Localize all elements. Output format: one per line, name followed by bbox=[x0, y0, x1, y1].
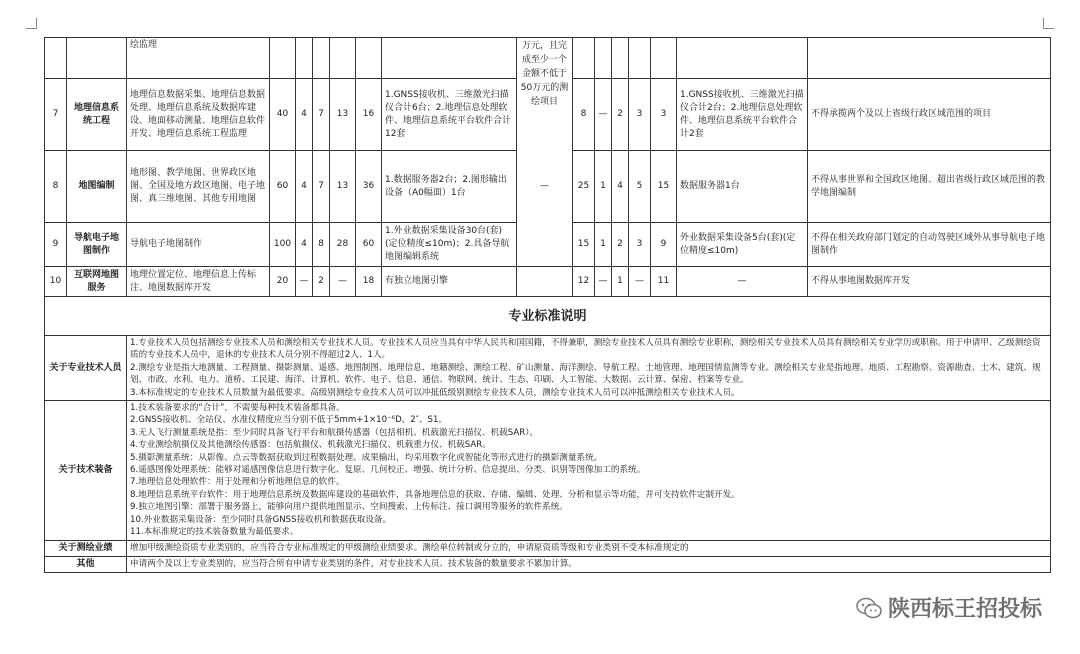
page-corner-tl bbox=[26, 18, 37, 29]
watermark-text: 陕西标王招投标 bbox=[887, 597, 1042, 622]
section-title: 专业标准说明 bbox=[45, 297, 1051, 336]
qualification-table bbox=[44, 37, 1051, 573]
section-title-row bbox=[45, 297, 1051, 336]
watermark bbox=[856, 592, 1042, 623]
note-row-other: 其他 申请两个及以上专业类别的，应当符合所有申请专业类别的条件，对专业技术人员、技术装备的数量要求不累加计算。 bbox=[45, 556, 1051, 572]
page-corner-tr bbox=[1043, 18, 1054, 29]
table-row: 10 互联网地图服务 地理位置定位、地理信息上传标注、地图数据库开发 20 — 2 — 18 有独立地图引擎 12 — 1 — 11 — 不得从事地图数据库开发 bbox=[45, 267, 1051, 297]
merged-note-cell: 万元，且完成至少一个金额不低于50万元的测绘项目 — bbox=[517, 38, 573, 267]
table-row bbox=[45, 38, 1051, 79]
table-row: 9 导航电子地图制作 导航电子地图制作 100 4 8 28 60 1.外业数据采集设备30台(套)(定位精度≤10m)；2.具备导航地图编辑系统 15 1 2 3 9 外业数据采集设备5台(套)(定位精度≤10m) 不得在相关政府部门划定的自动驾驶区域外从事导航电子地图制作 bbox=[45, 223, 1051, 267]
wechat-icon bbox=[856, 597, 882, 619]
table-row: 8 地图编制 地形图、教学地图、世界政区地图、全国及地方政区地图、电子地图、真三维地图、其他专用地图 60 4 7 13 36 1.数据服务器2台；2.图形输出设备（A0幅面）1台 25 1 4 5 15 数据服务器1台 不得从事世界和全国政区地图、超出省级行政区域范围的教学地图编制 bbox=[45, 151, 1051, 223]
table-row: 7 地理信息系统工程 地理信息数据采集、地理信息数据处理、地理信息系统及数据库建设、地面移动测量、地理信息软件开发、地理信息系统工程监理 40 4 7 13 16 1.GNSS接收机、三维激光扫描仪合计6台；2.地理信息处理软件、地理信息系统平台软件合计12套 8 — 2 3 3 1.GNSS接收机、三维激光扫描仪合计2台；2.地理信息处理软件、地理信息系统平台软件合计2套 不得承揽两个及以上省级行政区域范围的项目 bbox=[45, 79, 1051, 151]
note-row-personnel: 关于专业技术人员 1.专业技术人员包括测绘专业技术人员和测绘相关专业技术人员。专业技术人员应当具有中华人民共和国国籍，不得兼职，测绘专业技术人员具有测绘专业职称，测绘相关专业技术人员具有测绘相关专业学历或职称。用于申请甲、乙级测绘资质的专业技术人员中，退休的专业技术人员分别不得超过2人、1人。 2.测绘专业是指大地测量、工程测量、摄影测量、遥感、地图制图、地理信息、地籍测绘、测绘工程、矿山测量、海洋测绘、导航工程、土地管理、地理国情监测等专业。测绘相关专业是指地理、地质、工程勘察、资源勘查、土木、建筑、规划、市政、水利、电力、道桥、工民建、海洋、计算机、软件、电子、信息、通信、物联网、统计、生态、印刷、人工智能、大数据、云计算、保密、档案等专业。 3.本标准规定的专业技术人员数量为最低要求。高级别测绘专业技术人员可以冲抵低级别测绘专业技术人员，测绘专业技术人员可以冲抵测绘相关专业技术人员。 bbox=[45, 336, 1051, 401]
note-row-performance: 关于测绘业绩 增加甲级测绘资质专业类别的，应当符合专业标准规定的甲级测绘业绩要求。测绘单位转制或分立的，申请原资质等级和专业类别不受本标准规定的 bbox=[45, 540, 1051, 556]
scope-cell: 绘监理 bbox=[127, 38, 270, 79]
note-row-equipment: 关于技术装备 1.技术装备要求的“合计”，不需要每种技术装备都具备。 2.GNSS接收机、全站仪、水准仪精度应当分别不低于5mm+1×10⁻⁶D、2″、S1。 3.无人飞行测量系统是指：至少同时具备飞行平台和航摄传感器（包括相机、机载激光扫描仪、机载SAR）。 4.专业测绘航摄仪及其他测绘传感器：包括航摄仪、机载激光扫描仪、机载重力仪、机载SAR。 5.摄影测量系统：从影像、点云等数据获取到过程数据处理、成果输出，均采用数字化或智能化等形式进行的摄影测量系统。 6.遥感图像处理系统：能够对遥感图像信息进行数字化、复原、几何校正、增强、统计分析、信息提出、分类、识别等图像加工的系统。 7.地理信息处理软件：用于处理和分析地理信息的软件。 8.地理信息系统平台软件：用于地理信息系统及数据库建设的基础软件，具备地理信息的获取、存储、编辑、处理、分析和显示等功能，并可支持软件定制开发。 9.独立地图引擎：部署于服务器上，能够向用户提供地图显示、空间搜索、上传标注、接口调用等服务的软件系统。 10.外业数据采集设备：至少同时具备GNSS接收机和数据获取设备。 11.本标准规定的技术装备数量为最低要求。 bbox=[45, 401, 1051, 540]
